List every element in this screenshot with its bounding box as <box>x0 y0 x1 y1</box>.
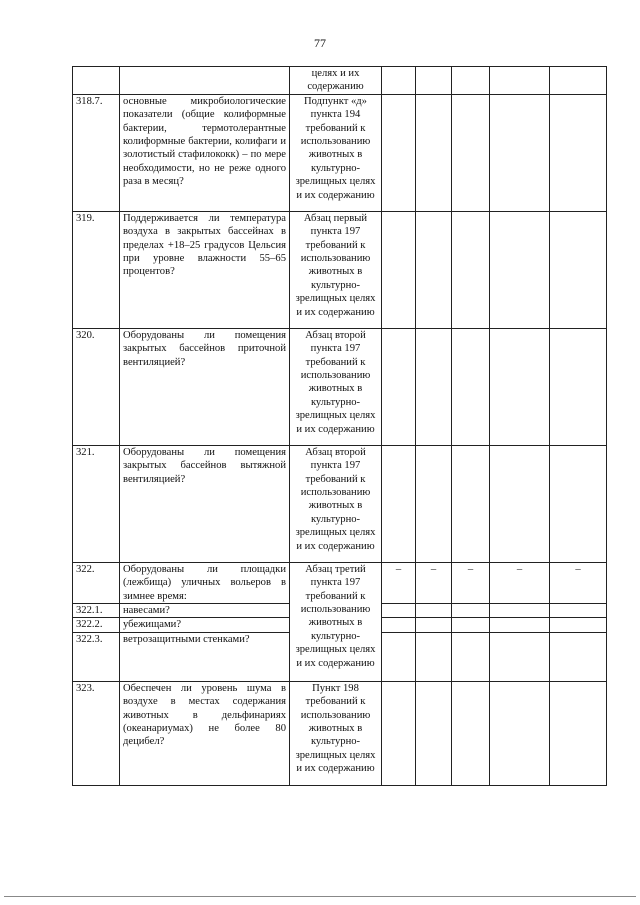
question-text: ветрозащитными стенками? <box>120 632 290 681</box>
item-number: 323. <box>73 681 120 785</box>
checklist-table <box>72 66 607 786</box>
answer-cell <box>452 94 490 211</box>
answer-cell <box>452 211 490 328</box>
answer-cell <box>416 681 452 785</box>
dash-cell: – <box>382 562 416 603</box>
answer-cell <box>382 328 416 445</box>
answer-cell <box>490 328 550 445</box>
answer-cell <box>490 604 550 618</box>
table-row <box>73 211 607 328</box>
answer-cell <box>382 445 416 562</box>
legal-reference: целях и их содержанию <box>290 67 382 95</box>
answer-cell <box>416 604 452 618</box>
answer-cell <box>452 632 490 681</box>
table-row <box>73 681 607 785</box>
legal-reference: Подпункт «д» пункта 194 требований к использованию животных в культурно-зрелищных целях и их содержанию <box>290 94 382 211</box>
answer-cell <box>550 211 607 328</box>
answer-cell <box>452 328 490 445</box>
answer-cell <box>382 604 416 618</box>
answer-cell <box>382 618 416 632</box>
answer-cell <box>550 604 607 618</box>
item-number: 322.2. <box>73 618 120 632</box>
answer-cell <box>550 681 607 785</box>
page-number: 77 <box>314 36 326 50</box>
item-number: 318.7. <box>73 94 120 211</box>
answer-cell <box>490 94 550 211</box>
answer-cell <box>490 618 550 632</box>
dash-cell: – <box>416 562 452 603</box>
legal-reference: Абзац второй пункта 197 требований к использованию животных в культурно-зрелищных целях и их содержанию <box>290 445 382 562</box>
item-number: 320. <box>73 328 120 445</box>
question-text: основные микробиологические показатели (общие колиформные бактерии, термотолерантные колиформные бактерии, колифаги и золотистый стафилококк) – по мере необходимости, но не реже одного раза в месяц? <box>120 94 290 211</box>
item-number: 321. <box>73 445 120 562</box>
dash-cell: – <box>452 562 490 603</box>
item-number: 322.3. <box>73 632 120 681</box>
answer-cell <box>550 445 607 562</box>
legal-reference: Абзац первый пункта 197 требований к использованию животных в культурно-зрелищных целях и их содержанию <box>290 211 382 328</box>
legal-reference: Абзац второй пункта 197 требований к использованию животных в культурно-зрелищных целях и их содержанию <box>290 328 382 445</box>
answer-cell <box>452 445 490 562</box>
question-text: Оборудованы ли площадки (лежбища) уличных вольеров в зимнее время: <box>120 562 290 603</box>
item-number: 322. <box>73 562 120 603</box>
table-row <box>73 562 607 603</box>
answer-cell <box>382 681 416 785</box>
answer-cell <box>550 328 607 445</box>
answer-cell <box>490 211 550 328</box>
question-text: Оборудованы ли помещения закрытых бассейнов вытяжной вентиляцией? <box>120 445 290 562</box>
answer-cell <box>490 445 550 562</box>
question-text: убежищами? <box>120 618 290 632</box>
table-row <box>73 94 607 211</box>
table-row-continued <box>73 67 607 95</box>
answer-cell <box>452 681 490 785</box>
answer-cell <box>550 94 607 211</box>
item-number: 319. <box>73 211 120 328</box>
answer-cell <box>490 632 550 681</box>
question-text: Поддерживается ли температура воздуха в закрытых бассейнах в пределах +18–25 градусов Цельсия при уровне влажности 55–65 процентов? <box>120 211 290 328</box>
legal-reference: Абзац третий пункта 197 требований к использованию животных в культурно-зрелищных целях и их содержанию <box>290 562 382 681</box>
answer-cell <box>416 211 452 328</box>
answer-cell <box>550 618 607 632</box>
legal-reference: Пункт 198 требований к использованию животных в культурно-зрелищных целях и их содержанию <box>290 681 382 785</box>
question-text: Оборудованы ли помещения закрытых бассейнов приточной вентиляцией? <box>120 328 290 445</box>
answer-cell <box>416 632 452 681</box>
answer-cell <box>382 632 416 681</box>
answer-cell <box>416 94 452 211</box>
table-row <box>73 328 607 445</box>
item-number: 322.1. <box>73 604 120 618</box>
answer-cell <box>382 94 416 211</box>
answer-cell <box>550 632 607 681</box>
table-row <box>73 445 607 562</box>
question-text: навесами? <box>120 604 290 618</box>
answer-cell <box>416 618 452 632</box>
answer-cell <box>490 681 550 785</box>
dash-cell: – <box>490 562 550 603</box>
answer-cell <box>452 618 490 632</box>
question-text: Обеспечен ли уровень шума в воздухе в местах содержания животных в дельфинариях (океанариумах) не более 80 децибел? <box>120 681 290 785</box>
answer-cell <box>416 328 452 445</box>
answer-cell <box>452 604 490 618</box>
page-edge-line <box>4 896 636 897</box>
answer-cell <box>416 445 452 562</box>
answer-cell <box>382 211 416 328</box>
dash-cell: – <box>550 562 607 603</box>
